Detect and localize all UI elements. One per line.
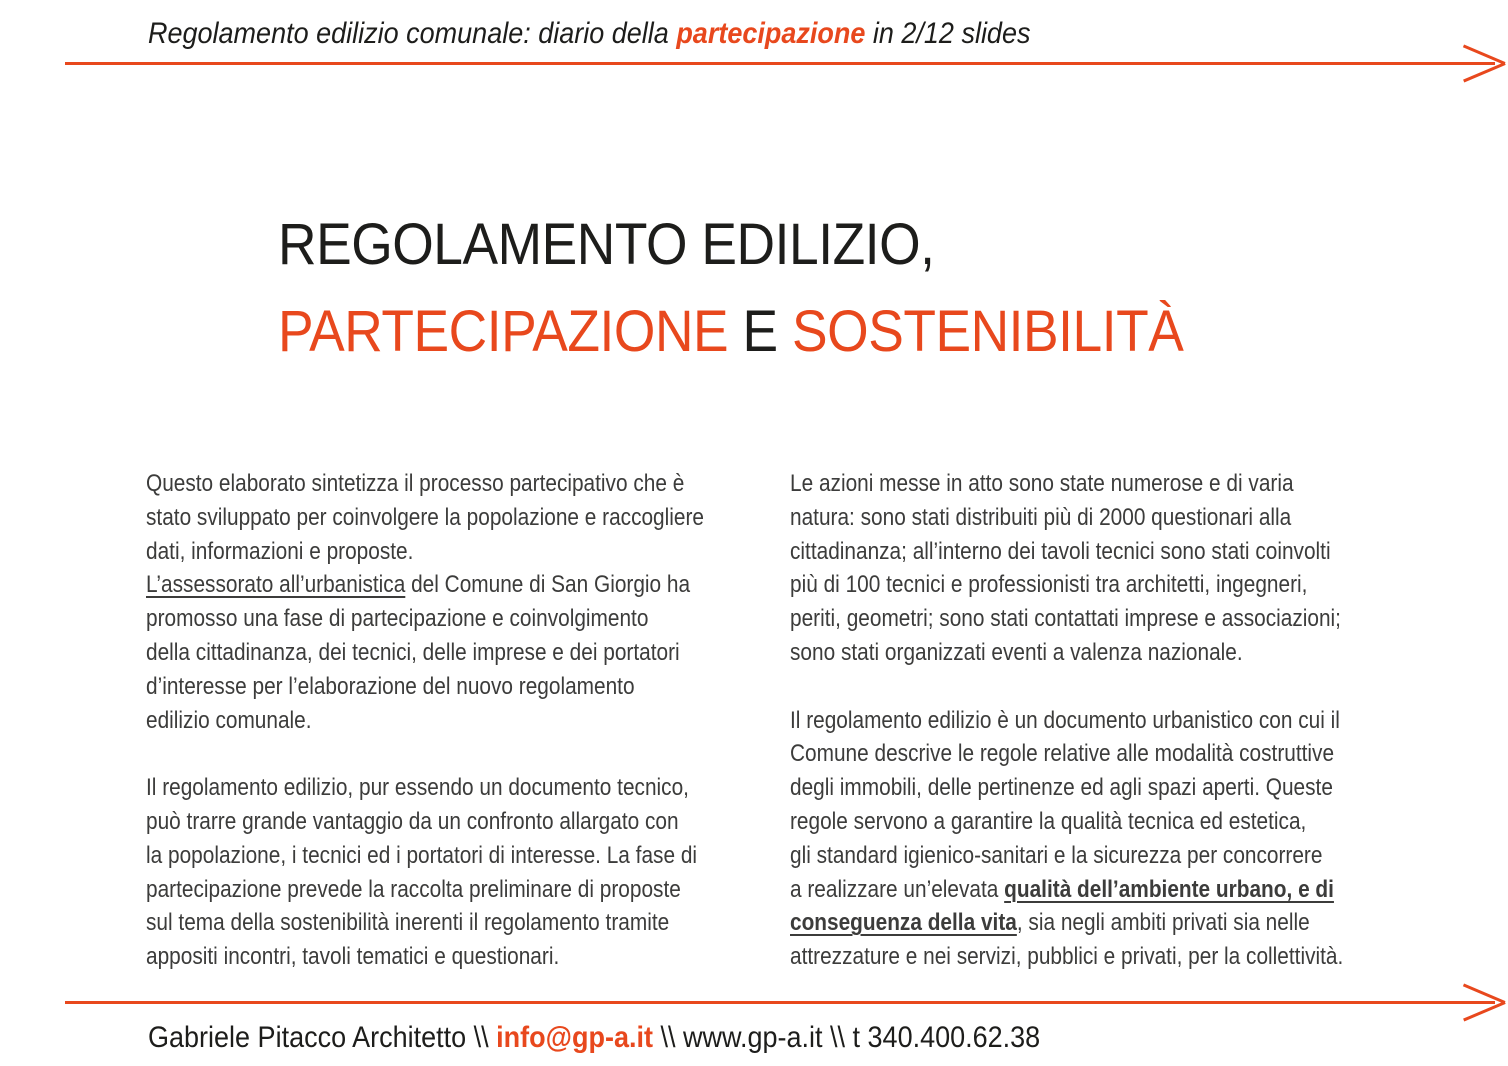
paragraph-process: Il regolamento edilizio, pur essendo un documento tecnico, può trarre grande vantaggio da un confronto allargato con la popolazione, i tecnici ed i portatori di interesse. La fase di partecipazione prevede la raccolta preliminare di proposte sul tema della sostenibilità inerenti il regolamento tramite appositi incontri, tavoli tematici e questionari. (146, 774, 698, 971)
slide-kicker: Regolamento edilizio comunale: diario della partecipazione in 2/12 slides (148, 17, 1031, 50)
arrow-right-icon (1457, 982, 1505, 1022)
right-text-column (790, 467, 1453, 974)
page-title: REGOLAMENTO EDILIZIO, PARTECIPAZIONE E SOSTENIBILITÀ (278, 212, 1184, 364)
top-divider-line (65, 62, 1495, 65)
paragraph-intro: Questo elaborato sintetizza il processo partecipativo che è stato sviluppato per coinvolgere la popolazione e raccogliere dati, informazioni e proposte. L’assessorato all’urbanistica del Comune di San Giorgio ha promosso una fase di partecipazione e coinvolgimento della cittadinanza, dei tecnici, delle imprese e dei portatori d’interesse per l’elaborazione del nuovo regolamento edilizio comunale. (146, 470, 704, 734)
arrow-right-icon (1457, 43, 1505, 83)
left-text-column (146, 467, 809, 974)
paragraph-actions: Le azioni messe in atto sono state numerose e di varia natura: sono stati distribuiti più di 2000 questionari alla cittadinanza; all’interno dei tavoli tecnici sono stati coinvolti più di 100 tecnici e professionisti tra architetti, ingegneri, periti, geometri; sono stati contattati imprese e associazioni; sono stati organizzati eventi a valenza nazionale. (790, 470, 1341, 666)
footer-contact: Gabriele Pitacco Architetto \\ info@gp-a.it \\ www.gp-a.it \\ t 340.400.62.38 (148, 1021, 1041, 1054)
paragraph-regulation: Il regolamento edilizio è un documento urbanistico con cui il Comune descrive le regole relative alle modalità costruttive degli immobili, delle pertinenze ed agli spazi aperti. Queste regole servono a garantire la qualità tecnica ed estetica, gli standard igienico-sanitari e la sicurezza per concorrere a realizzare un’elevata qualità dell’ambiente urbano, e di conseguenza della vita, sia negli ambiti privati sia nelle attrezzature e nei servizi, pubblici e privati, per la collettività. (790, 706, 1344, 971)
bottom-divider-line (65, 1001, 1495, 1004)
